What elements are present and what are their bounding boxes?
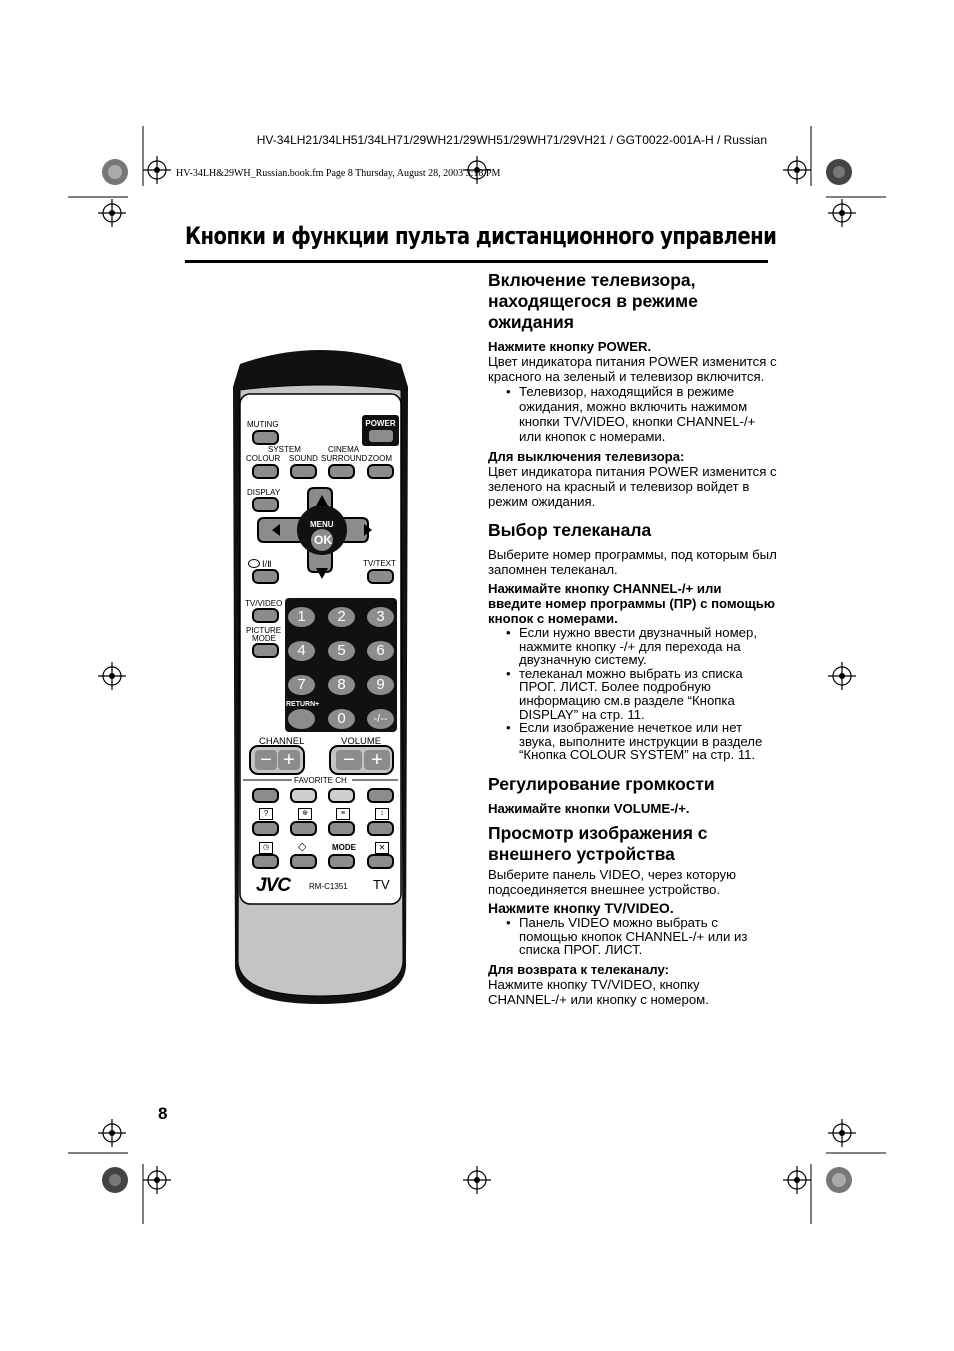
digit-9-button[interactable]: 9	[367, 675, 394, 695]
channel-bullet-1: • Если нужно ввести двузначный номер, нажмите кнопку -/+ для перехода на двузначную систему.	[519, 626, 778, 667]
colour-system-button[interactable]	[252, 464, 279, 479]
channel-plus-button[interactable]: +	[278, 750, 300, 770]
power-off-subheading: Для выключения телевизора:	[488, 449, 685, 464]
power-label: POWER	[365, 419, 396, 428]
teletext-button-1[interactable]	[252, 821, 279, 836]
digit-1-button[interactable]: 1	[288, 607, 315, 627]
digit-8-button[interactable]: 8	[328, 675, 355, 695]
off-timer-icon: ◷	[259, 842, 273, 854]
colour-label: COLOUR	[246, 454, 281, 463]
section-volume-heading: Регулирование громкости	[488, 773, 715, 794]
header-model-line: HV-34LH21/34LH51/34LH71/29WH21/29WH51/29WH71/29VH21 / GGT0022-001A-H / Russian	[256, 133, 767, 147]
sound-label: SOUND	[289, 454, 318, 463]
teletext-button-2[interactable]	[290, 821, 317, 836]
channel-minus-button[interactable]: −	[255, 750, 277, 770]
power-on-subheading: Нажмите кнопку POWER.	[488, 339, 652, 354]
tv-label: TV	[373, 877, 390, 892]
muting-label: MUTING	[247, 420, 279, 429]
favorite-ch-label: FAVORITE CH	[294, 776, 347, 785]
cinema-surround-button[interactable]	[328, 464, 355, 479]
tv-video-button[interactable]	[252, 608, 279, 623]
teletext-button-3[interactable]	[328, 821, 355, 836]
section-channel-heading: Выбор телеканала	[488, 520, 652, 540]
muting-button[interactable]	[252, 430, 279, 445]
channel-label: CHANNEL	[259, 736, 305, 747]
display-button[interactable]	[252, 497, 279, 512]
digit-7-button[interactable]: 7	[288, 675, 315, 695]
return-label: RETURN+	[286, 701, 320, 708]
menu-label: MENU	[310, 520, 334, 529]
teletext-index-icon: ≡	[336, 808, 350, 820]
cinema-label: CINEMA	[328, 445, 360, 454]
favorite-button-2[interactable]	[290, 788, 317, 803]
external-text: Выберите панель VIDEO, через которую подсоединяется внешнее устройство.	[488, 866, 737, 897]
digit-4-button[interactable]: 4	[288, 641, 315, 661]
digit-5-button[interactable]: 5	[328, 641, 355, 661]
teletext-reveal-icon: ?	[259, 808, 273, 820]
section-external-heading: Просмотр изображения с внешнего устройства	[488, 822, 708, 864]
mode-button[interactable]	[328, 854, 355, 869]
volume-label: VOLUME	[341, 736, 382, 747]
external-subheading: Нажмите кнопку TV/VIDEO.	[488, 899, 674, 916]
power-on-text: Цвет индикатора питания POWER изменится с красного на зеленый и телевизор включится.	[488, 354, 777, 384]
external-bullet: • Панель VIDEO можно выбрать с помощью кнопок CHANNEL-/+ или из списка ПРОГ. ЛИСТ.	[519, 916, 778, 957]
volume-plus-button[interactable]: +	[364, 750, 390, 770]
tv-text-label: TV/TEXT	[363, 559, 396, 568]
dual-sound-label: Ⅰ/Ⅱ	[262, 559, 272, 569]
channel-bullet-3: • Если изображение нечеткое или нет звука, выполните инструкции в разделе “Кнопка COLOUR SYSTEM” на стр. 11.	[519, 721, 778, 762]
dual-sound-icon	[248, 559, 260, 568]
power-off-text: Цвет индикатора питания POWER изменится с зеленого на красный и телевизор войдет в режим ожидания.	[488, 464, 777, 509]
digit-0-button[interactable]: 0	[328, 709, 355, 729]
picture-label: PICTURE	[246, 626, 282, 635]
picture-mode-label: MODE	[252, 634, 276, 643]
surround-label: SURROUND	[321, 454, 368, 463]
tv-video-label: TV/VIDEO	[245, 599, 283, 608]
subpage-icon: ◇	[298, 841, 307, 853]
off-timer-button[interactable]	[252, 854, 279, 869]
zoom-button[interactable]	[367, 464, 394, 479]
favorite-button-3[interactable]	[328, 788, 355, 803]
volume-minus-button[interactable]: −	[336, 750, 362, 770]
header-file-line: HV-34LH&29WH_Russian.book.fm Page 8 Thursday, August 28, 2003 3:18 PM	[176, 168, 501, 179]
remote-model: RM-C1351	[309, 882, 348, 891]
system-label: SYSTEM	[268, 445, 301, 454]
remote-control	[228, 342, 413, 1007]
tv-text-button[interactable]	[367, 569, 394, 584]
instructions-column	[488, 270, 778, 1007]
return-text: Нажмите кнопку TV/VIDEO, кнопку CHANNEL-/+ или кнопку с номером.	[488, 976, 709, 1007]
display-label: DISPLAY	[247, 488, 281, 497]
favorite-button-4[interactable]	[367, 788, 394, 803]
power-on-bullet: • Телевизор, находящийся в режиме ожидания, можно включить нажимом кнопки TV/VIDEO, кнопки CHANNEL-/+ или кнопок с номерами.	[519, 384, 778, 444]
return-button[interactable]	[288, 709, 315, 729]
ok-label[interactable]: OK	[314, 533, 332, 547]
brand-logo: JVC	[256, 875, 290, 896]
section-power-on-heading: Включение телевизора, находящегося в режиме ожидания	[488, 270, 698, 332]
digit-3-button[interactable]: 3	[367, 607, 394, 627]
favorite-button-1[interactable]	[252, 788, 279, 803]
title-rule	[185, 260, 768, 263]
sound-system-button[interactable]	[290, 464, 317, 479]
channel-bullet-2: • телеканал можно выбрать из списка ПРОГ. ЛИСТ. Более подробную информацию см.в разделе “Кнопка DISPLAY” на стр. 11.	[519, 667, 778, 721]
volume-subheading: Нажимайте кнопки VOLUME-/+.	[488, 800, 690, 816]
digit-6-button[interactable]: 6	[367, 641, 394, 661]
cancel-icon: ✕	[375, 842, 389, 854]
page-title: Кнопки и функции пульта дистанционного управлени	[185, 222, 777, 250]
teletext-hold-icon: ⊕	[298, 808, 312, 820]
picture-mode-button[interactable]	[252, 643, 279, 658]
cancel-button[interactable]	[367, 854, 394, 869]
channel-text: Выберите номер программы, под которым был запомнен телеканал.	[488, 547, 777, 577]
dash-button[interactable]: -/--	[367, 709, 394, 729]
dual-sound-button[interactable]	[252, 569, 279, 584]
zoom-label: ZOOM	[368, 454, 392, 463]
teletext-size-icon: ↕	[375, 808, 389, 820]
teletext-button-4[interactable]	[367, 821, 394, 836]
power-key[interactable]	[369, 430, 393, 442]
channel-subheading: Нажимайте кнопку CHANNEL-/+ или введите номер программы (ПР) с помощью кнопок с номерами.	[488, 581, 776, 626]
mode-label: MODE	[332, 843, 356, 852]
digit-2-button[interactable]: 2	[328, 607, 355, 627]
page-number: 8	[158, 1104, 168, 1123]
return-subheading: Для возврата к телеканалу:	[488, 961, 670, 977]
subpage-button[interactable]	[290, 854, 317, 869]
